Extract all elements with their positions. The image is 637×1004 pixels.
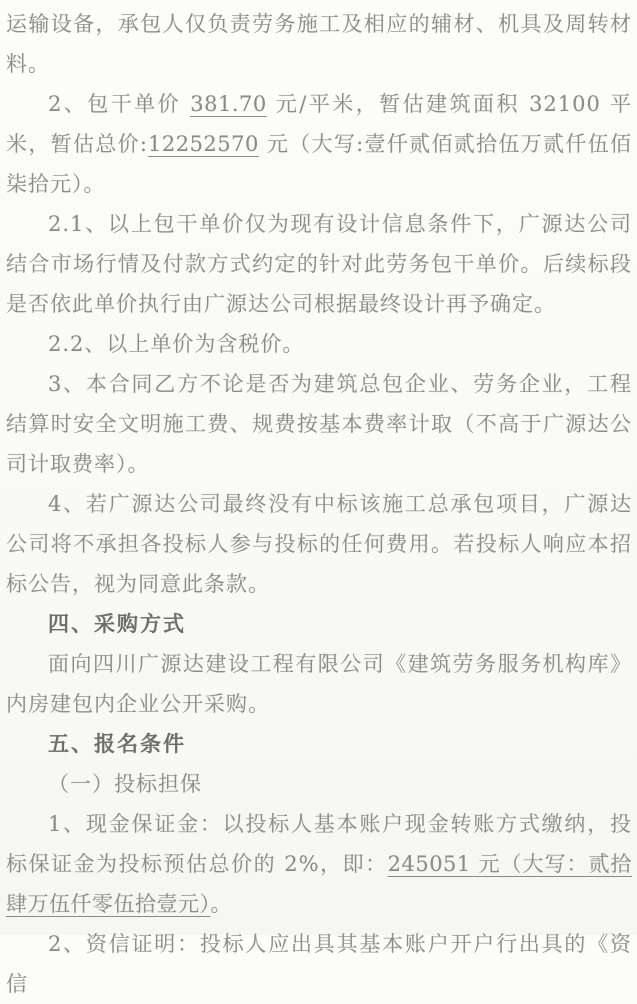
heading-section-5-registration-conditions: 五、报名条件 (48, 732, 186, 756)
unit-price-text-post: 元（大写:壹仟贰佰贰拾伍万贰仟伍佰柒拾元）。 (6, 132, 633, 196)
paragraph-cash-deposit (6, 804, 632, 924)
heading-section-4-procurement-method: 四、采购方式 (48, 612, 186, 636)
cash-deposit-text-post: 。 (210, 892, 233, 916)
paragraph-clause-2-1: 2.1、以上包干单价仅为现有设计信息条件下，广源达公司结合市场行情及付款方式约定的针对此劳务包干单价。后续标段是否依此单价执行由广源达公司根据最终设计再予确定。 (6, 212, 632, 316)
paragraph-clause-4: 4、若广源达公司最终没有中标该施工总承包项目，广源达公司将不承担各投标人参与投标的任何费用。若投标人响应本招标公告，视为同意此条款。 (6, 492, 632, 596)
cash-deposit-text-pre: 1、现金保证金：以投标人基本账户现金转账方式缴纳，投标保证金为投标预估总价的 2%，即： (6, 812, 632, 876)
paragraph-credit-certificate: 2、资信证明：投标人应出具其基本账户开户行出具的《资信 (6, 932, 632, 996)
paragraph-unit-price (6, 84, 632, 204)
unit-price-value: 381.70 (190, 92, 267, 116)
unit-price-text-mid: 元/平米，暂估建筑面积 32100 平米，暂估总价: (6, 92, 632, 156)
paragraph-clause-3: 3、本合同乙方不论是否为建筑总包企业、劳务企业，工程结算时安全文明施工费、规费按基本费率计取（不高于广源达公司计取费率）。 (6, 372, 632, 476)
unit-price-text-pre: 2、包干单价 (48, 92, 191, 116)
estimated-total-value: 12252570 (147, 132, 259, 156)
paragraph-bid-guarantee-subheading: （一）投标担保 (48, 772, 202, 796)
paragraph-equipment-continuation: 运输设备，承包人仅负责劳务施工及相应的辅材、机具及周转材料。 (6, 12, 632, 76)
cash-deposit-value: 245051 元（大写：贰拾肆万伍仟零伍拾壹元） (6, 852, 632, 916)
paragraph-clause-2-2: 2.2、以上单价为含税价。 (48, 332, 305, 356)
paragraph-procurement-scope: 面向四川广源达建设工程有限公司《建筑劳务服务机构库》内房建包内企业公开采购。 (6, 652, 632, 716)
